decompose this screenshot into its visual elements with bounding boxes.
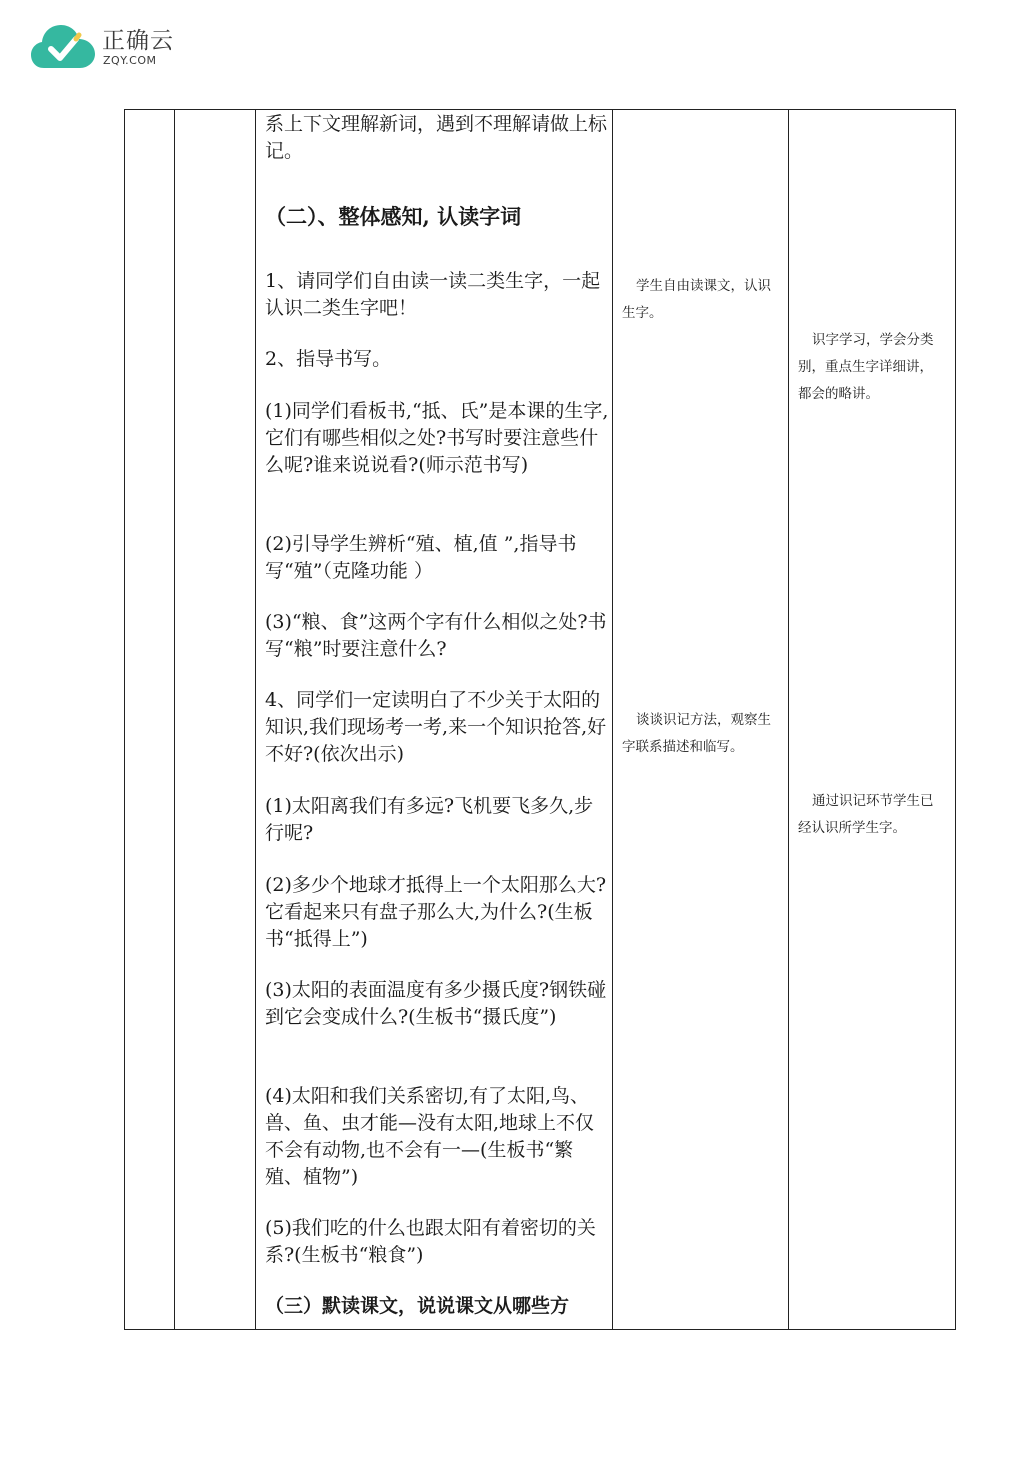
student-activity-note-2: 谈谈识记方法，观察生字联系描述和临写。 bbox=[622, 712, 771, 755]
intro-paragraph: 系上下文理解新词，遇到不理解请做上标记。 bbox=[265, 113, 608, 162]
column-divider bbox=[612, 110, 613, 1329]
question-4-3: (3)太阳的表面温度有多少摄氏度?钢铁碰到它会变成什么?(生板书“摄氏度”) bbox=[265, 979, 607, 1028]
section-heading-2: （二）、整体感知, 认读字词 bbox=[265, 204, 522, 229]
step-item-1: 1、请同学们自由读一读二类生字，一起认识二类生字吧！ bbox=[265, 270, 601, 319]
design-intent-note-1: 识字学习，学会分类别，重点生字详细讲，都会的略讲。 bbox=[798, 332, 934, 402]
question-4-4: (4)太阳和我们关系密切,有了太阳,鸟、兽、鱼、虫才能—没有太阳,地球上不仅不会有动物,也不会有一—(生板书“繁殖、植物”) bbox=[265, 1085, 595, 1188]
logo-name-en: ZQY.COM bbox=[103, 54, 157, 67]
cloud-check-icon bbox=[30, 22, 96, 72]
design-intent-note-2: 通过识记环节学生已经认识所学生字。 bbox=[798, 793, 934, 836]
section-heading-3: （三）默读课文，说说课文从哪些方 bbox=[265, 1295, 570, 1317]
student-activity-note-1: 学生自由读课文，认识生字。 bbox=[622, 278, 771, 321]
question-4-5: (5)我们吃的什么也跟太阳有着密切的关系?(生板书“粮食”) bbox=[265, 1217, 596, 1266]
step-item-2-2: (2)引导学生辨析“殖、植,值 ”,指导书写“殖”（克隆功能 ） bbox=[265, 533, 577, 582]
step-item-2-3: (3)“粮、食”这两个字有什么相似之处?书写“粮”时要注意什么? bbox=[265, 611, 607, 660]
column-divider bbox=[255, 110, 256, 1329]
zqy-logo bbox=[30, 22, 180, 74]
column-divider bbox=[788, 110, 789, 1329]
question-4-1: (1)太阳离我们有多远?飞机要飞多久,步行呢? bbox=[265, 795, 594, 844]
column-divider bbox=[174, 110, 175, 1329]
step-item-4: 4、同学们一定读明白了不少关于太阳的知识,我们现场考一考,来一个知识抢答,好不好?(依次出示) bbox=[265, 689, 607, 765]
lesson-plan-table bbox=[124, 109, 956, 1330]
step-item-2: 2、指导书写。 bbox=[265, 348, 392, 370]
logo-name-cn: 正确云 bbox=[102, 28, 174, 54]
question-4-2: (2)多少个地球才抵得上一个太阳那么大?它看起来只有盘子那么大,为什么?(生板书“抵得上”) bbox=[265, 874, 607, 950]
step-item-2-1: (1)同学们看板书,“抵、氏”是本课的生字,它们有哪些相似之处?书写时要注意些什么呢?谁来说说看?(师示范书写) bbox=[265, 400, 609, 476]
